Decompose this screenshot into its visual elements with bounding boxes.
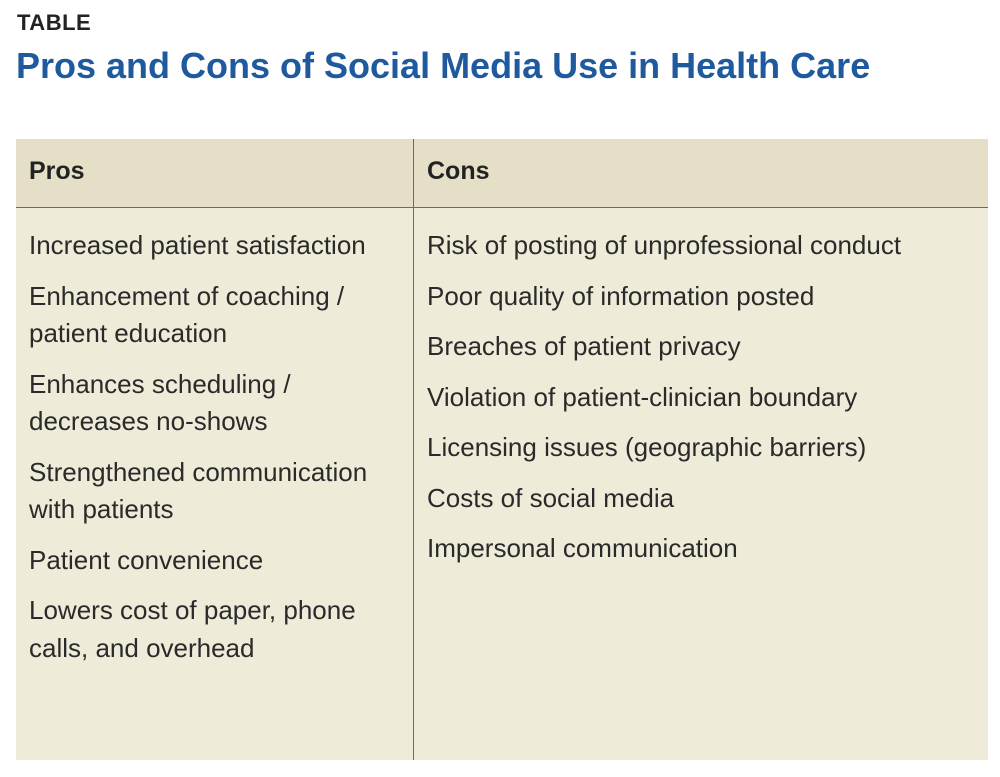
cons-item: Violation of patient-clinician boundary	[427, 381, 858, 412]
column-divider	[413, 139, 414, 760]
pros-item: Patient convenience	[29, 544, 264, 575]
column-header-pros: Pros	[29, 157, 85, 185]
cons-item: Breaches of patient privacy	[427, 331, 741, 361]
pros-list	[29, 227, 407, 680]
column-header-cons: Cons	[427, 157, 490, 185]
pros-item: Strengthened communication with patients	[29, 456, 368, 524]
pros-item: Enhancement of coaching / patient education	[29, 280, 345, 348]
table-title: Pros and Cons of Social Media Use in Health Care	[16, 45, 871, 86]
table-label: TABLE	[17, 10, 92, 35]
cons-item: Risk of posting of unprofessional conduct	[427, 230, 902, 260]
cons-item: Poor quality of information posted	[427, 280, 815, 311]
table-header-row	[16, 139, 988, 208]
cons-item: Costs of social media	[427, 482, 675, 513]
pros-item: Increased patient satisfaction	[29, 230, 366, 260]
pros-item: Lowers cost of paper, phone calls, and overhead	[29, 595, 356, 663]
cons-list	[427, 227, 982, 581]
pros-cons-table	[16, 139, 988, 760]
cons-item: Licensing issues (geographic barriers)	[427, 432, 867, 462]
cons-item: Impersonal communication	[427, 533, 738, 563]
pros-item: Enhances scheduling / decreases no-shows	[29, 368, 291, 436]
